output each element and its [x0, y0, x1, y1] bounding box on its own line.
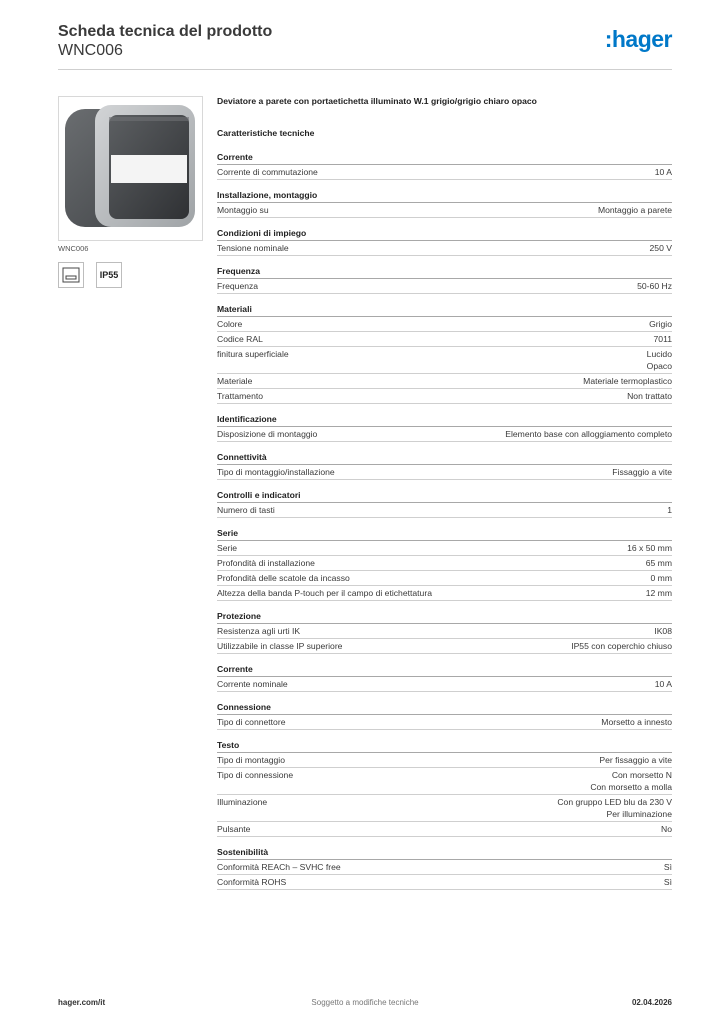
- spec-value: [599, 754, 672, 766]
- spec-section: [217, 610, 672, 654]
- spec-value: [590, 769, 672, 793]
- spec-row: [217, 347, 672, 374]
- spec-sections: [217, 151, 672, 890]
- section-title: Identificazione: [217, 413, 672, 427]
- section-title: Serie: [217, 527, 672, 541]
- spec-section: [217, 189, 672, 218]
- spec-row: [217, 241, 672, 256]
- spec-value: [598, 204, 672, 216]
- spec-label: Profondità di installazione: [217, 558, 315, 568]
- spec-value-line: Grigio: [649, 319, 672, 329]
- spec-row: [217, 317, 672, 332]
- spec-value-line: Non trattato: [627, 391, 672, 401]
- hager-logo: :hager: [604, 26, 672, 52]
- section-title: Controlli e indicatori: [217, 489, 672, 503]
- spec-row: [217, 541, 672, 556]
- spec-value-line: Sì: [663, 877, 672, 887]
- section-title: Condizioni di impiego: [217, 227, 672, 241]
- spec-value: [612, 466, 672, 478]
- spec-value: [650, 242, 672, 254]
- footer-date: 02.04.2026: [631, 998, 672, 1007]
- spec-section: [217, 451, 672, 480]
- spec-value-line: Materiale termoplastico: [583, 376, 672, 386]
- spec-value-line: Montaggio a parete: [597, 205, 672, 215]
- spec-value-line: 250 V: [649, 243, 672, 253]
- section-title: Frequenza: [217, 265, 672, 279]
- spec-row: [217, 332, 672, 347]
- spec-row: [217, 753, 672, 768]
- spec-row: [217, 465, 672, 480]
- spec-label: Serie: [217, 543, 238, 553]
- spec-row: [217, 715, 672, 730]
- section-title: Installazione, montaggio: [217, 189, 672, 203]
- spec-section: [217, 151, 672, 180]
- footer-website: hager.com/it: [58, 998, 106, 1007]
- tech-specs-title: Caratteristiche tecniche: [217, 128, 315, 138]
- spec-row: [217, 768, 672, 795]
- section-title: Testo: [217, 739, 672, 753]
- spec-value-line: Con gruppo LED blu da 230 V: [557, 797, 672, 807]
- spec-row: [217, 556, 672, 571]
- spec-label: Tipo di connettore: [217, 717, 286, 727]
- spec-value: [661, 823, 672, 835]
- spec-label: Altezza della banda P-touch per il campo di etichettatura: [217, 588, 432, 598]
- spec-section: [217, 413, 672, 442]
- spec-row: [217, 389, 672, 404]
- spec-label: Colore: [217, 319, 243, 329]
- section-title: Materiali: [217, 303, 672, 317]
- spec-section: [217, 663, 672, 692]
- footer-note: Soggetto a modifiche tecniche: [311, 998, 419, 1007]
- spec-label: Conformità REACh – SVHC free: [217, 862, 341, 872]
- section-title: Corrente: [217, 151, 672, 165]
- spec-row: [217, 624, 672, 639]
- spec-value-line: 12 mm: [645, 588, 672, 598]
- spec-value-line: 1: [667, 505, 672, 515]
- spec-row: [217, 165, 672, 180]
- spec-row: [217, 279, 672, 294]
- product-image: [58, 96, 203, 241]
- spec-label: Tipo di connessione: [217, 770, 294, 780]
- spec-label: Montaggio su: [217, 205, 269, 215]
- spec-value-line: No: [661, 824, 672, 834]
- spec-value: [664, 876, 672, 888]
- spec-value: [651, 572, 672, 584]
- spec-label: Tipo di montaggio: [217, 755, 285, 765]
- spec-label: Frequenza: [217, 281, 259, 291]
- spec-value: [601, 716, 672, 728]
- spec-label: Illuminazione: [217, 797, 268, 807]
- spec-value: [654, 333, 672, 345]
- spec-value: [637, 280, 672, 292]
- spec-section: [217, 489, 672, 518]
- product-code: WNC006: [58, 42, 123, 59]
- section-title: Connettività: [217, 451, 672, 465]
- spec-value-line: Per fissaggio a vite: [599, 755, 672, 765]
- spec-label: Pulsante: [217, 824, 251, 834]
- spec-label: Conformità ROHS: [217, 877, 287, 887]
- spec-value: [646, 557, 672, 569]
- spec-label: Profondità delle scatole da incasso: [217, 573, 350, 583]
- spec-row: [217, 875, 672, 890]
- spec-value: [571, 640, 672, 652]
- spec-value-line: Sì: [663, 862, 672, 872]
- spec-label: Resistenza agli urti IK: [217, 626, 301, 636]
- spec-label: Tipo di montaggio/installazione: [217, 467, 335, 477]
- spec-section: [217, 303, 672, 404]
- spec-value-line: 0 mm: [650, 573, 672, 583]
- spec-label: Materiale: [217, 376, 253, 386]
- spec-value: [655, 678, 672, 690]
- spec-value-line: 10 A: [654, 167, 672, 177]
- spec-label: Disposizione di montaggio: [217, 429, 318, 439]
- spec-row: [217, 795, 672, 822]
- section-title: Connessione: [217, 701, 672, 715]
- spec-section: [217, 739, 672, 837]
- spec-row: [217, 571, 672, 586]
- spec-row: [217, 427, 672, 442]
- spec-label: Trattamento: [217, 391, 264, 401]
- spec-row: [217, 203, 672, 218]
- spec-value-line: Per illuminazione: [606, 809, 672, 819]
- spec-value-line: Opaco: [646, 361, 672, 371]
- spec-label: Tensione nominale: [217, 243, 289, 253]
- spec-row: [217, 677, 672, 692]
- spec-value-line: 50-60 Hz: [637, 281, 672, 291]
- spec-value: [557, 796, 672, 820]
- spec-value: [627, 542, 672, 554]
- spec-value: [647, 348, 672, 372]
- spec-label: Numero di tasti: [217, 505, 275, 515]
- spec-row: [217, 374, 672, 389]
- spec-value: [664, 861, 672, 873]
- product-description: Deviatore a parete con portaetichetta illuminato W.1 grigio/grigio chiaro opaco: [217, 96, 537, 106]
- spec-content: [217, 94, 672, 890]
- header-divider: [58, 69, 672, 70]
- spec-section: [217, 846, 672, 890]
- spec-label: Corrente nominale: [217, 679, 288, 689]
- section-title: Sostenibilità: [217, 846, 672, 860]
- spec-value-line: 16 x 50 mm: [627, 543, 672, 553]
- spec-row: [217, 822, 672, 837]
- spec-section: [217, 227, 672, 256]
- spec-value: [505, 428, 672, 440]
- spec-value-line: Con morsetto N: [611, 770, 672, 780]
- spec-value-line: IK08: [654, 626, 672, 636]
- ip55-badge: IP55: [96, 262, 122, 288]
- spec-value-line: IP55 con coperchio chiuso: [571, 641, 672, 651]
- spec-value-line: 7011: [653, 334, 672, 344]
- spec-row: [217, 586, 672, 601]
- spec-row: [217, 503, 672, 518]
- page-title: Scheda tecnica del prodotto: [58, 23, 273, 40]
- spec-row: [217, 639, 672, 654]
- spec-label: Codice RAL: [217, 334, 263, 344]
- spec-value-line: 65 mm: [645, 558, 672, 568]
- spec-section: [217, 527, 672, 601]
- spec-value-line: 10 A: [654, 679, 672, 689]
- spec-value-line: Morsetto a innesto: [601, 717, 672, 727]
- spec-label: finitura superficiale: [217, 349, 289, 359]
- spec-value: [627, 390, 672, 402]
- spec-value-line: Lucido: [646, 349, 672, 359]
- image-caption: WNC006: [58, 244, 89, 253]
- section-title: Corrente: [217, 663, 672, 677]
- spec-value: [655, 166, 672, 178]
- spec-value: [654, 625, 672, 637]
- spec-label: Corrente di commutazione: [217, 167, 318, 177]
- spec-section: [217, 265, 672, 294]
- spec-value-line: Con morsetto a molla: [590, 782, 672, 792]
- spec-value: [667, 504, 672, 516]
- spec-label: Utilizzabile in classe IP superiore: [217, 641, 343, 651]
- spec-section: [217, 701, 672, 730]
- spec-row: [217, 860, 672, 875]
- spec-value: [649, 318, 672, 330]
- spec-value: [583, 375, 672, 387]
- spec-value-line: Elemento base con alloggiamento completo: [505, 429, 672, 439]
- page-header: [58, 22, 672, 70]
- spec-value-line: Fissaggio a vite: [612, 467, 672, 477]
- section-title: Protezione: [217, 610, 672, 624]
- symbol-icon: [58, 262, 84, 288]
- spec-value: [646, 587, 672, 599]
